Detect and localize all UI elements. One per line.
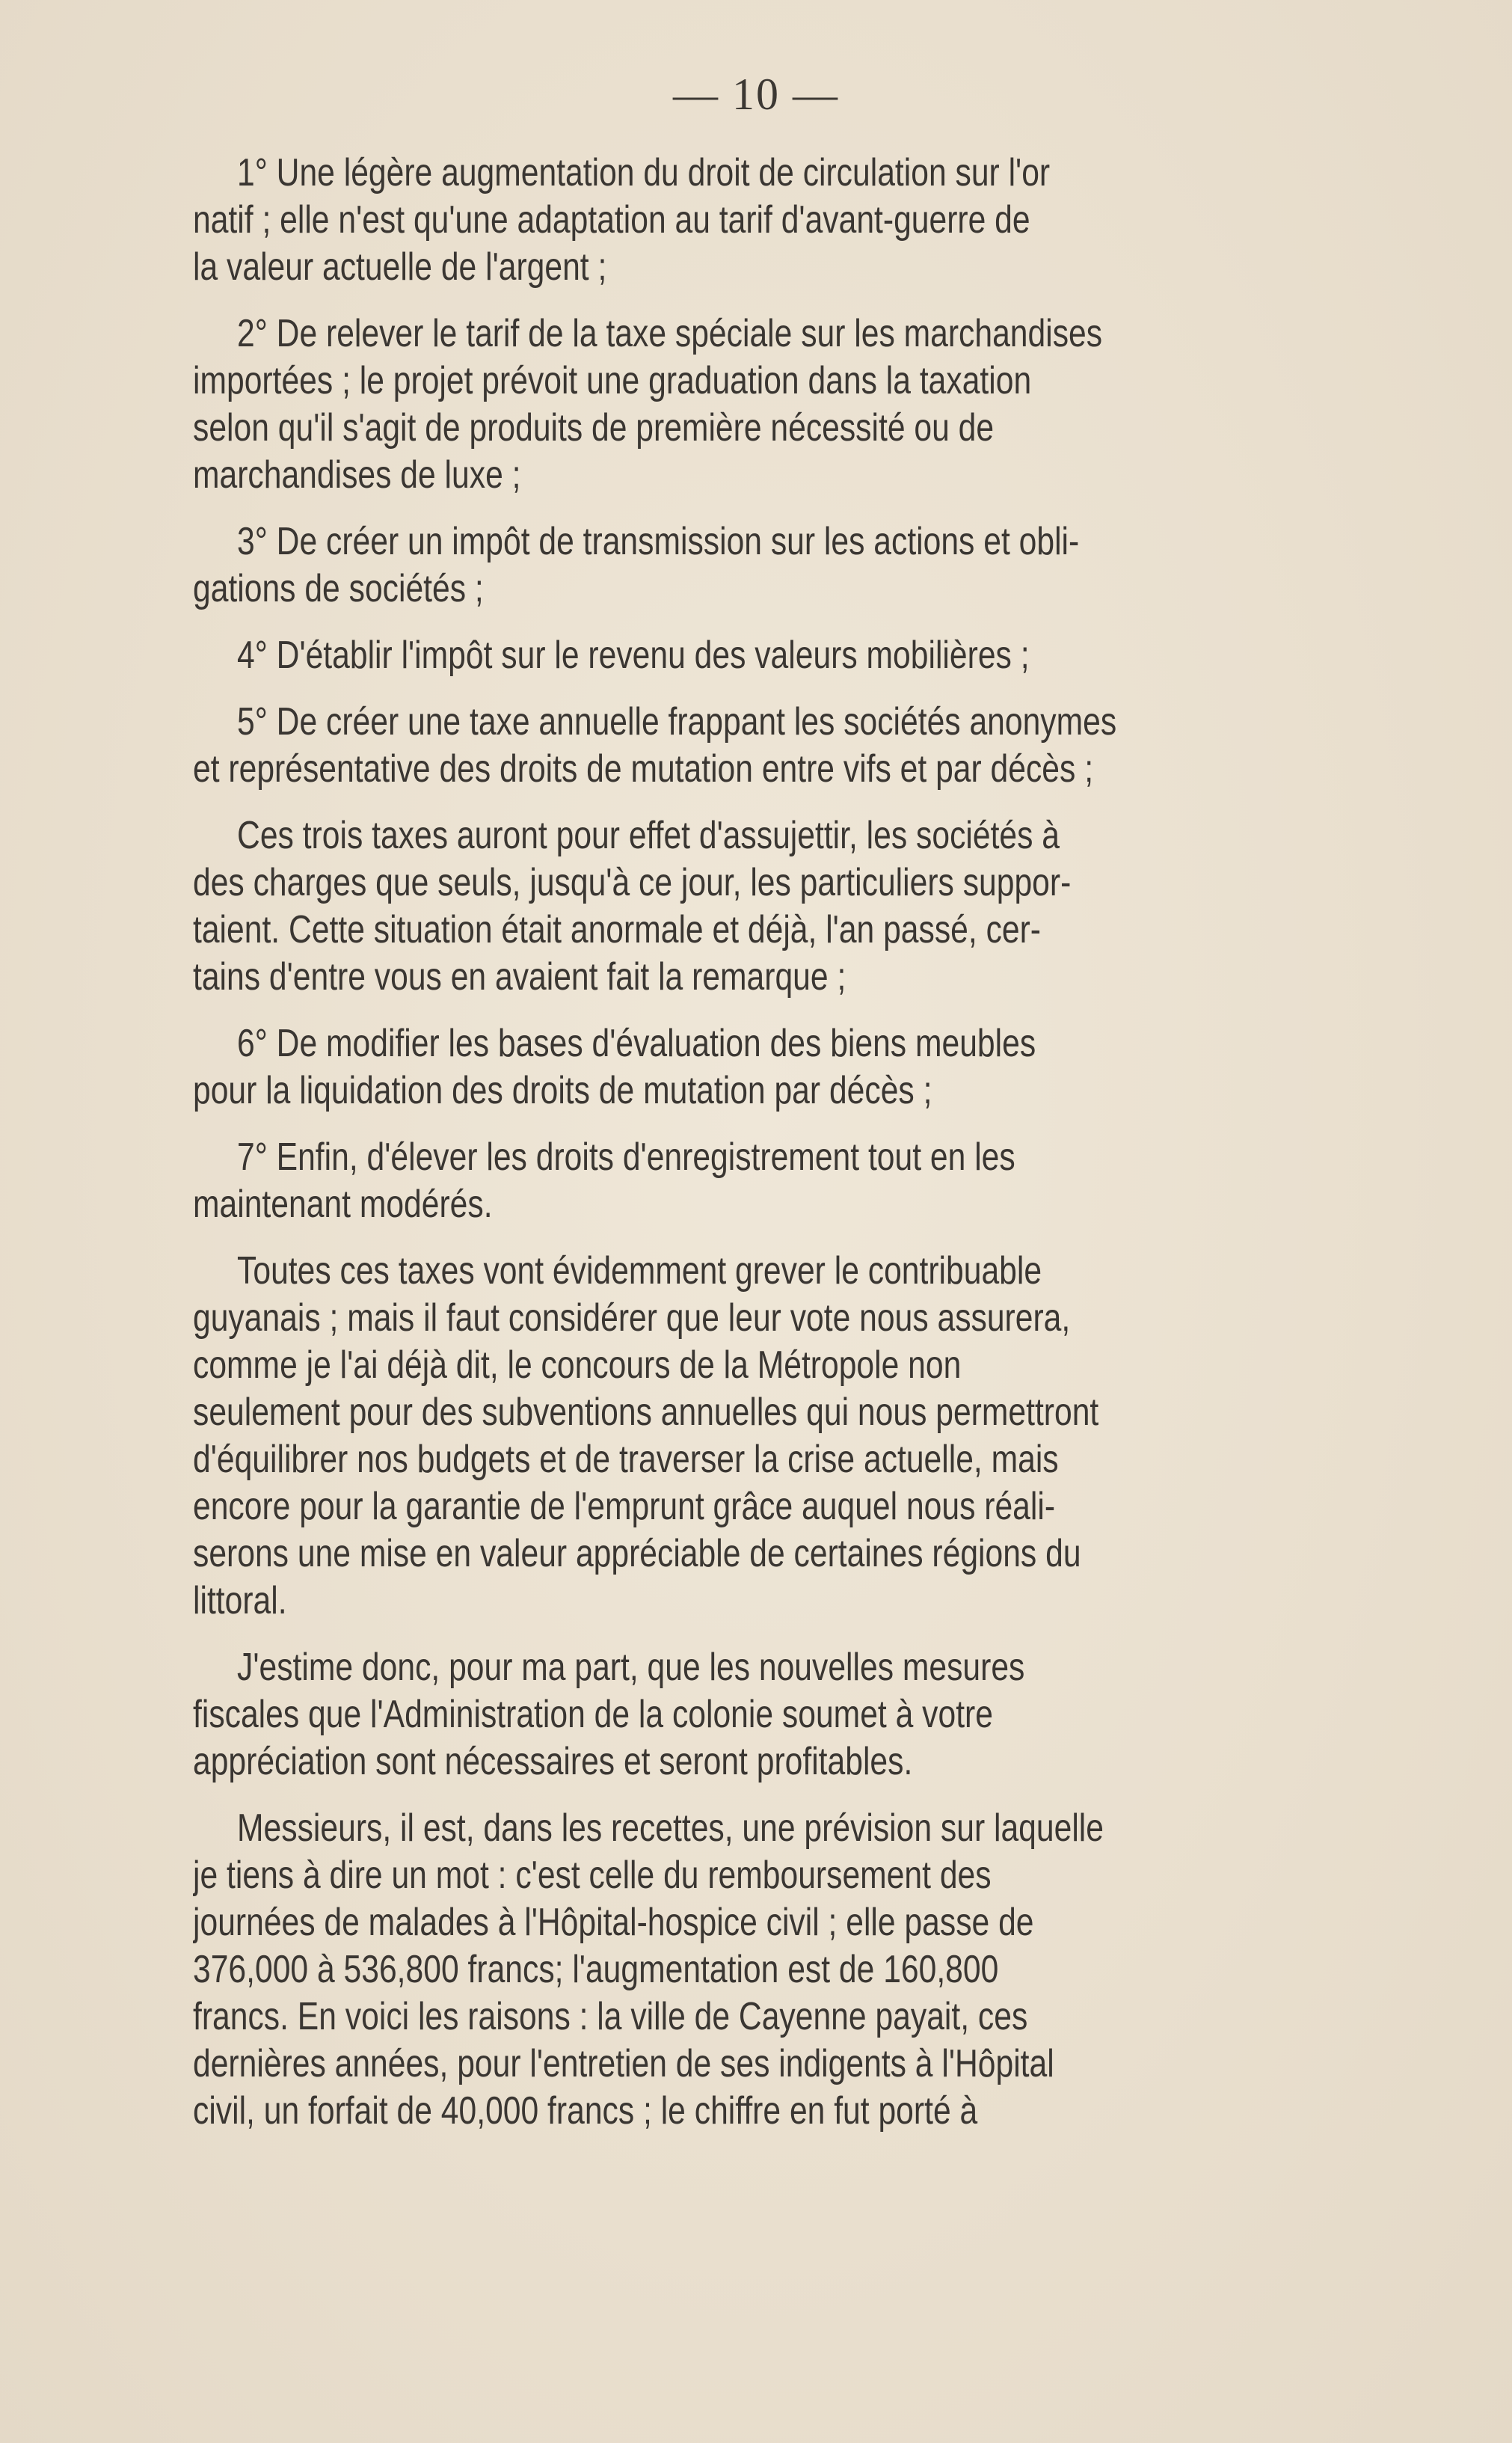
text-line: la valeur actuelle de l'argent ; xyxy=(193,245,607,289)
text-line: taient. Cette situation était anormale et déjà, l'an passé, cer- xyxy=(193,908,1042,951)
text-line: 4° D'établir l'impôt sur le revenu des valeurs mobilières ; xyxy=(237,634,1030,677)
text-line: natif ; elle n'est qu'une adaptation au tarif d'avant-guerre de xyxy=(193,198,1030,242)
text-line: pour la liquidation des droits de mutation par décès ; xyxy=(193,1069,932,1112)
text-line: 7° Enfin, d'élever les droits d'enregistrement tout en les xyxy=(237,1135,1015,1179)
paragraph-11 xyxy=(193,1805,1344,2135)
body-text xyxy=(193,150,1344,2154)
text-line: J'estime donc, pour ma part, que les nouvelles mesures xyxy=(237,1646,1025,1689)
text-line: tains d'entre vous en avaient fait la remarque ; xyxy=(193,955,846,999)
text-line: d'équilibrer nos budgets et de traverser la crise actuelle, mais xyxy=(193,1438,1059,1481)
text-line: je tiens à dire un mot : c'est celle du remboursement des xyxy=(193,1854,992,1897)
text-line: 2° De relever le tarif de la taxe spéciale sur les marchandises xyxy=(237,312,1103,355)
text-line: encore pour la garantie de l'emprunt grâce auquel nous réali- xyxy=(193,1485,1056,1528)
text-line: littoral. xyxy=(193,1579,287,1622)
paragraph-10 xyxy=(193,1644,1344,1785)
text-line: 5° De créer une taxe annuelle frappant les sociétés anonymes xyxy=(237,700,1117,744)
text-line: gations de sociétés ; xyxy=(193,567,484,610)
paragraph-9 xyxy=(193,1248,1344,1625)
text-line: 376,000 à 536,800 francs; l'augmentation est de 160,800 xyxy=(193,1948,999,1991)
text-line: dernières années, pour l'entretien de ses indigents à l'Hôpital xyxy=(193,2042,1054,2085)
paragraph-3 xyxy=(193,518,1344,613)
text-line: Messieurs, il est, dans les recettes, une prévision sur laquelle xyxy=(237,1806,1104,1850)
text-line: fiscales que l'Administration de la colonie soumet à votre xyxy=(193,1693,993,1736)
text-line: des charges que seuls, jusqu'à ce jour, les particuliers suppor- xyxy=(193,861,1072,904)
text-line: Ces trois taxes auront pour effet d'assujettir, les sociétés à xyxy=(237,814,1060,857)
paragraph-8 xyxy=(193,1134,1344,1228)
text-line: civil, un forfait de 40,000 francs ; le chiffre en fut porté à xyxy=(193,2089,978,2133)
text-line: 6° De modifier les bases d'évaluation des biens meubles xyxy=(237,1022,1036,1065)
paragraph-1 xyxy=(193,150,1344,291)
text-line: journées de malades à l'Hôpital-hospice civil ; elle passe de xyxy=(193,1901,1034,1944)
paragraph-2 xyxy=(193,310,1344,499)
text-line: 3° De créer un impôt de transmission sur les actions et obli- xyxy=(237,520,1080,563)
paragraph-6 xyxy=(193,812,1344,1001)
text-line: comme je l'ai déjà dit, le concours de la Métropole non xyxy=(193,1343,962,1387)
text-line: appréciation sont nécessaires et seront profitables. xyxy=(193,1740,913,1783)
text-line: marchandises de luxe ; xyxy=(193,453,521,497)
paragraph-4 xyxy=(193,632,1344,679)
text-line: selon qu'il s'agit de produits de première nécessité ou de xyxy=(193,406,995,450)
paragraph-5 xyxy=(193,699,1344,793)
text-line: 1° Une légère augmentation du droit de circulation sur l'or xyxy=(237,151,1051,194)
text-line: serons une mise en valeur appréciable de certaines régions du xyxy=(193,1532,1081,1575)
text-line: seulement pour des subventions annuelles qui nous permettront xyxy=(193,1391,1099,1434)
text-line: et représentative des droits de mutation entre vifs et par décès ; xyxy=(193,747,1094,791)
text-line: Toutes ces taxes vont évidemment grever le contribuable xyxy=(237,1249,1042,1293)
text-line: maintenant modérés. xyxy=(193,1183,493,1226)
text-line: francs. En voici les raisons : la ville de Cayenne payait, ces xyxy=(193,1995,1028,2038)
paragraph-7 xyxy=(193,1020,1344,1115)
text-line: guyanais ; mais il faut considérer que leur vote nous assurera, xyxy=(193,1296,1071,1340)
text-line: importées ; le projet prévoit une graduation dans la taxation xyxy=(193,359,1032,402)
page-number: — 10 — xyxy=(673,70,839,119)
